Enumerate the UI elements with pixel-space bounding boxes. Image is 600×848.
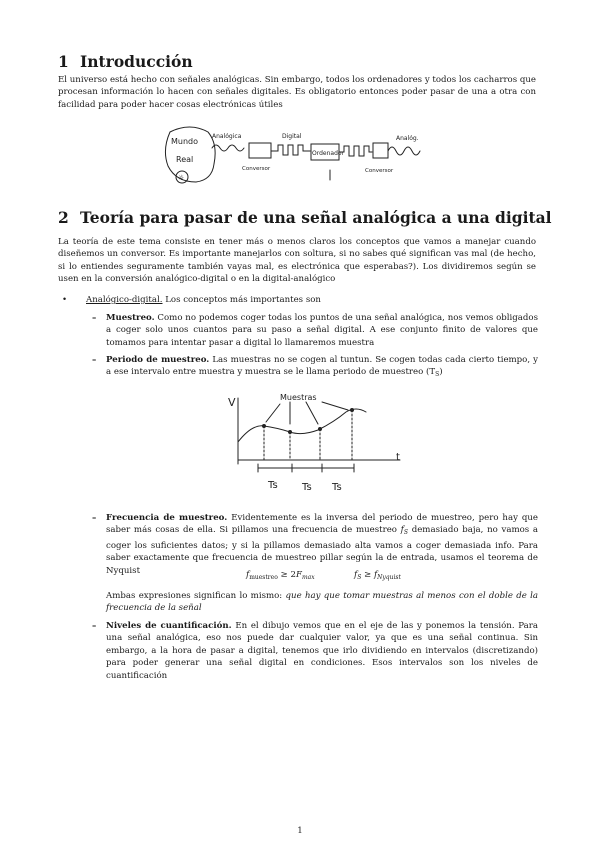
text-niveles: En el dibujo vemos que en el eje de las y ponemos la tensión. Para una señal analógica, eso nos puede dar cualquier valor, ya que es una señal continua. Sin embargo, a la hora de pasar a digital, tenemos que irlo dividiendo en intervalos (discretizando) para poder generar una señal digital en condiciones. Esos intervalos son los niveles de cuantificación: [106, 621, 538, 681]
dash-periodo: –: [92, 355, 97, 365]
nyquist-formulas: [106, 570, 538, 584]
section-2-paragraph: La teoría de este tema consiste en tener más o menos claros los conceptos que vamos a manejar cuando diseñemos un conversor. Es importante manejarlos con soltura, si no sabes qué significan vas mal (de hecho, si lo entiendes seguramente también vayas mal, es electrónica que esperabas?). Los dividiremos según se usen en la conversión analógico-digital o en la digital-analógico: [58, 237, 536, 285]
bullet-dot: •: [62, 295, 68, 305]
text-periodo: Las muestras no se cogen al tuntun. Se cogen todas cada cierto tiempo, y a ese intervalo entre muestra y muestra se le llama periodo de muestreo: [106, 355, 538, 378]
section-2-number: 2: [58, 208, 69, 227]
both-text: Ambas expresiones significan lo mismo:: [106, 591, 283, 601]
sketch-label-ordenador: Ordenador: [312, 150, 345, 157]
dash-muestreo: –: [92, 313, 97, 323]
section-1-title: [58, 52, 193, 71]
term-periodo: Periodo de muestreo.: [106, 355, 210, 365]
axis-t-label: t: [396, 452, 400, 463]
ts-label-2: Ts: [302, 482, 312, 493]
item-frecuencia: [106, 512, 538, 577]
symbol-ts: $(T_S)$: [426, 367, 443, 379]
muestras-label: Muestras: [280, 393, 317, 402]
text-muestreo: Como no podemos coger todas los puntos de una señal analógica, nos vemos obligados a coger solo unos cuantos para su paso a señal digital. A ese conjunto finito de valores que tomamos para intentar pasar a digital lo llamaremos muestra: [106, 313, 538, 348]
sketch-label-circle: ☼: [178, 174, 185, 182]
section-2-heading: Teoría para pasar de una señal analógica a una digital: [80, 208, 552, 227]
bullet-text: Los conceptos más importantes son: [165, 295, 321, 305]
sketch-label-conversor-1: Conversor: [242, 166, 271, 172]
intro-paragraph: El universo está hecho con señales analógicas. Sin embargo, todos los ordenadores y todos los cacharros que procesan información lo hacen con señales digitales. Es obligatorio entonces poder pasar de una a otra con facilidad para poder hacer cosas electrónicas útiles: [58, 75, 536, 110]
text-frecuencia-b: demasiado baja, no vamos a coger los suficientes datos; y si la pillamos demasiado alta vamos a coger demasiada info. Para saber exactamente que frecuencia de muestreo pillar según la de entrada, usamos el teorema de Nyquist: [106, 525, 539, 576]
sketch-label-analogica: Analógica: [212, 133, 242, 140]
item-muestreo: [106, 312, 538, 349]
sampling-sketch: [222, 384, 412, 504]
sketch-label-mundo: Mundo: [171, 137, 199, 146]
both-emphasis: que hay que tomar muestras al menos con el doble de la frecuencia de la señal: [106, 591, 539, 614]
sketch-label-digital: Digital: [282, 133, 302, 140]
symbol-fs: $f_S$: [400, 525, 408, 537]
formula-2: $f_S \ge f_{Nyquist}$: [354, 570, 401, 581]
sketch-label-real: Real: [176, 155, 194, 164]
term-muestreo: Muestreo.: [106, 313, 155, 323]
both-sentence: [106, 590, 538, 615]
sketch-label-conversor-2: Conversor: [365, 168, 394, 174]
ts-label-1: Ts: [268, 480, 278, 491]
section-1-heading: Introducción: [80, 52, 193, 71]
text-frecuencia-a: Evidentemente es la inversa del periodo de muestreo, pero hay que saber más cosas de ella. Si pillamos una frecuencia de muestreo: [106, 513, 538, 536]
section-2-title: [58, 208, 552, 227]
term-niveles: Niveles de cuantificación.: [106, 621, 232, 631]
ts-label-3: Ts: [332, 482, 342, 493]
conversion-sketch: [160, 122, 440, 192]
bullet-line: [86, 294, 321, 306]
formula-1: $f_{muestreo} \ge 2F_{max}$: [246, 570, 315, 581]
item-periodo: [106, 354, 538, 382]
dash-frecuencia: –: [92, 513, 97, 523]
term-frecuencia: Frecuencia de muestreo.: [106, 513, 228, 523]
dash-niveles: –: [92, 621, 97, 631]
item-niveles: [106, 620, 538, 682]
sketch-label-analog-2: Analóg.: [396, 135, 419, 142]
section-1-number: 1: [58, 52, 69, 71]
axis-v-label: V: [228, 396, 236, 409]
page-number: 1: [297, 826, 303, 836]
bullet-label: Analógico-digital.: [86, 295, 163, 305]
